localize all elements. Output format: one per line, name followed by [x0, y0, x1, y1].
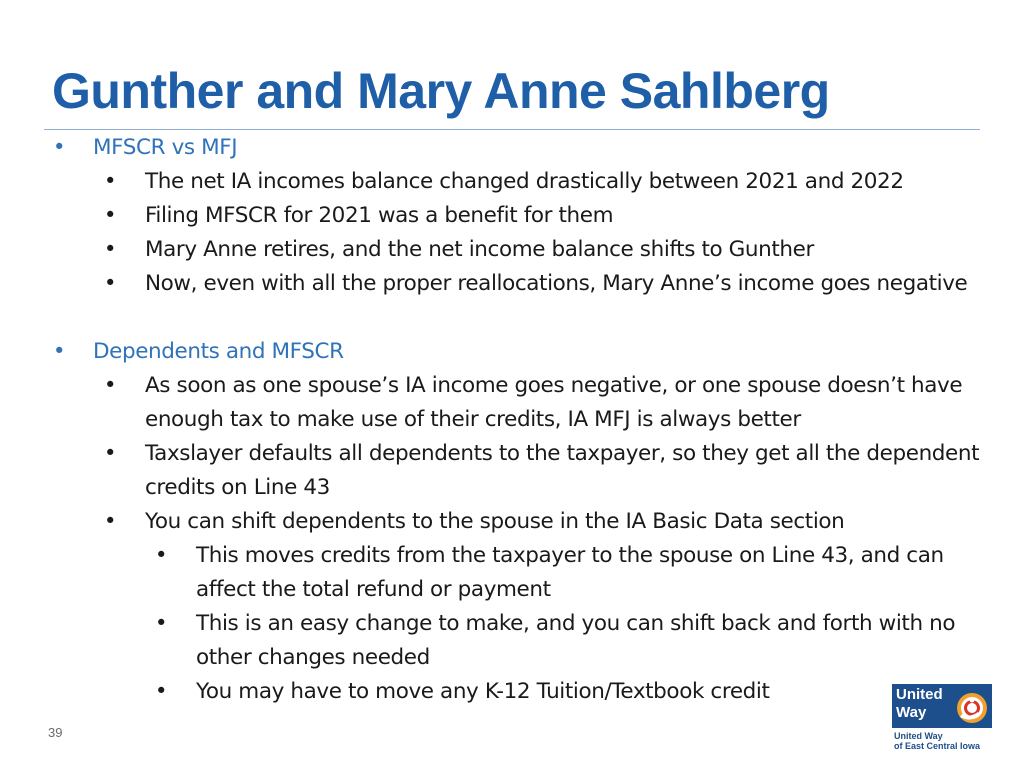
bullet-icon: • — [103, 509, 117, 534]
logo-wordmark — [896, 686, 943, 722]
logo-caption-line1: United Way — [894, 731, 943, 741]
title-divider — [44, 129, 980, 130]
list-item-text: Mary Anne retires, and the net income balance shifts to Gunther — [145, 237, 814, 262]
section-heading — [0, 131, 1024, 165]
united-way-logo — [892, 684, 992, 754]
bullet-icon: • — [103, 271, 117, 296]
logo-box — [892, 684, 992, 728]
list-item-text: Filing MFSCR for 2021 was a benefit for them — [145, 203, 614, 228]
slide-body — [0, 131, 1024, 709]
list-item-text: You can shift dependents to the spouse in the IA Basic Data section — [145, 509, 845, 534]
bullet-icon: • — [103, 203, 117, 228]
bullet-icon: • — [154, 679, 168, 704]
sub-list-item — [0, 607, 1024, 675]
bullet-icon: • — [103, 237, 117, 262]
list-item-text: As soon as one spouse’s IA income goes negative, or one spouse doesn’t have enough tax to make use of their credits, IA MFJ is always better — [145, 373, 963, 432]
bullet-icon: • — [154, 543, 168, 568]
list-item — [0, 233, 1024, 267]
list-item — [0, 369, 1024, 437]
bullet-icon: • — [103, 169, 117, 194]
list-item-text: The net IA incomes balance changed drastically between 2021 and 2022 — [145, 169, 904, 194]
sub-list-item — [0, 539, 1024, 607]
sub-list-item-text: This is an easy change to make, and you can shift back and forth with no other changes needed — [196, 611, 956, 670]
slide-title: Gunther and Mary Anne Sahlberg — [52, 63, 830, 119]
bullet-icon: • — [52, 135, 66, 160]
section-spacer — [0, 301, 1024, 335]
sub-list-item-text: This moves credits from the taxpayer to the spouse on Line 43, and can affect the total refund or payment — [196, 543, 944, 602]
list-item — [0, 267, 1024, 301]
logo-caption — [894, 731, 980, 751]
list-item — [0, 199, 1024, 233]
section-heading-text: MFSCR vs MFJ — [93, 135, 238, 160]
page-number: 39 — [48, 725, 63, 740]
list-item-text: Taxslayer defaults all dependents to the taxpayer, so they get all the dependent credits on Line 43 — [145, 441, 980, 500]
list-item-text: Now, even with all the proper reallocations, Mary Anne’s income goes negative — [145, 271, 968, 296]
logo-line2: Way — [896, 704, 927, 721]
section-heading-text: Dependents and MFSCR — [93, 339, 344, 364]
bullet-icon: • — [52, 339, 66, 364]
sub-list-item — [0, 675, 1024, 709]
logo-line1: United — [896, 686, 943, 703]
bullet-icon: • — [154, 611, 168, 636]
list-item — [0, 437, 1024, 505]
list-item — [0, 165, 1024, 199]
sub-list-item-text: You may have to move any K-12 Tuition/Textbook credit — [196, 679, 770, 704]
logo-caption-line2: of East Central Iowa — [894, 741, 981, 751]
bullet-icon: • — [103, 373, 117, 398]
section-heading — [0, 335, 1024, 369]
list-item — [0, 505, 1024, 539]
bullet-icon: • — [103, 441, 117, 466]
